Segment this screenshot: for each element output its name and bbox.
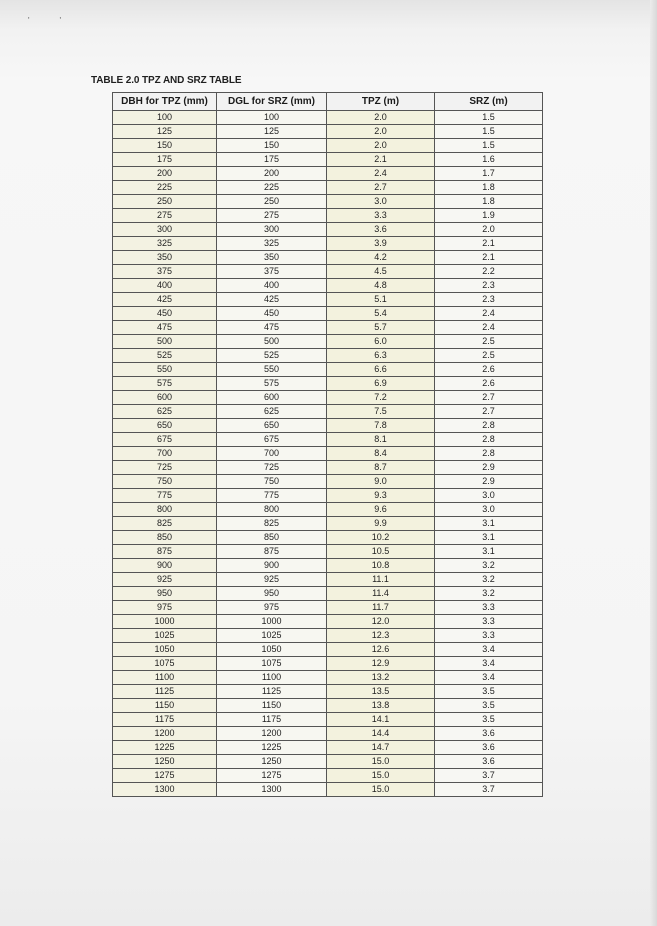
cell-dbh: 1050 — [113, 643, 217, 657]
cell-srz: 2.4 — [435, 321, 543, 335]
cell-dgl: 1050 — [217, 643, 327, 657]
table-row — [113, 293, 543, 307]
table-row — [113, 713, 543, 727]
table-row — [113, 209, 543, 223]
cell-dbh: 375 — [113, 265, 217, 279]
cell-dbh: 400 — [113, 279, 217, 293]
cell-srz: 3.3 — [435, 615, 543, 629]
cell-srz: 3.4 — [435, 643, 543, 657]
cell-tpz: 2.7 — [327, 181, 435, 195]
cell-dbh: 800 — [113, 503, 217, 517]
cell-tpz: 8.4 — [327, 447, 435, 461]
table-row — [113, 391, 543, 405]
cell-srz: 2.3 — [435, 279, 543, 293]
cell-dgl: 400 — [217, 279, 327, 293]
cell-dbh: 550 — [113, 363, 217, 377]
cell-tpz: 7.2 — [327, 391, 435, 405]
cell-dbh: 525 — [113, 349, 217, 363]
cell-dgl: 1225 — [217, 741, 327, 755]
cell-dgl: 500 — [217, 335, 327, 349]
cell-dbh: 1175 — [113, 713, 217, 727]
cell-dgl: 375 — [217, 265, 327, 279]
cell-dgl: 125 — [217, 125, 327, 139]
table-row — [113, 279, 543, 293]
cell-tpz: 10.8 — [327, 559, 435, 573]
cell-tpz: 4.2 — [327, 251, 435, 265]
cell-dbh: 675 — [113, 433, 217, 447]
cell-tpz: 8.7 — [327, 461, 435, 475]
cell-tpz: 13.2 — [327, 671, 435, 685]
cell-srz: 3.4 — [435, 671, 543, 685]
cell-dbh: 125 — [113, 125, 217, 139]
table-row — [113, 587, 543, 601]
cell-dbh: 875 — [113, 545, 217, 559]
cell-dgl: 1150 — [217, 699, 327, 713]
cell-dbh: 350 — [113, 251, 217, 265]
cell-dgl: 1000 — [217, 615, 327, 629]
table-row — [113, 419, 543, 433]
table-row — [113, 573, 543, 587]
cell-tpz: 7.8 — [327, 419, 435, 433]
cell-tpz: 14.4 — [327, 727, 435, 741]
table-row — [113, 195, 543, 209]
table-row — [113, 447, 543, 461]
cell-tpz: 6.9 — [327, 377, 435, 391]
cell-dbh: 650 — [113, 419, 217, 433]
cell-dbh: 975 — [113, 601, 217, 615]
cell-srz: 3.2 — [435, 573, 543, 587]
cell-dbh: 300 — [113, 223, 217, 237]
cell-dgl: 1075 — [217, 657, 327, 671]
cell-dgl: 175 — [217, 153, 327, 167]
cell-srz: 3.0 — [435, 503, 543, 517]
cell-dbh: 175 — [113, 153, 217, 167]
cell-srz: 2.7 — [435, 405, 543, 419]
cell-tpz: 5.1 — [327, 293, 435, 307]
cell-dgl: 150 — [217, 139, 327, 153]
cell-tpz: 10.2 — [327, 531, 435, 545]
cell-tpz: 4.8 — [327, 279, 435, 293]
cell-dbh: 600 — [113, 391, 217, 405]
table-row — [113, 405, 543, 419]
cell-srz: 2.0 — [435, 223, 543, 237]
cell-dbh: 325 — [113, 237, 217, 251]
cell-srz: 1.6 — [435, 153, 543, 167]
table-row — [113, 741, 543, 755]
table-row — [113, 657, 543, 671]
cell-dgl: 425 — [217, 293, 327, 307]
tpz-srz-table — [112, 92, 543, 797]
table-row — [113, 433, 543, 447]
table-row — [113, 265, 543, 279]
cell-dbh: 1025 — [113, 629, 217, 643]
cell-dgl: 225 — [217, 181, 327, 195]
cell-tpz: 9.9 — [327, 517, 435, 531]
cell-tpz: 6.0 — [327, 335, 435, 349]
table-row — [113, 139, 543, 153]
cell-dgl: 600 — [217, 391, 327, 405]
cell-dbh: 1000 — [113, 615, 217, 629]
cell-tpz: 4.5 — [327, 265, 435, 279]
header-mark: ' — [28, 16, 60, 25]
cell-dgl: 625 — [217, 405, 327, 419]
cell-dgl: 675 — [217, 433, 327, 447]
cell-tpz: 6.3 — [327, 349, 435, 363]
cell-dbh: 700 — [113, 447, 217, 461]
cell-dgl: 550 — [217, 363, 327, 377]
cell-srz: 3.1 — [435, 517, 543, 531]
cell-tpz: 7.5 — [327, 405, 435, 419]
cell-tpz: 14.7 — [327, 741, 435, 755]
cell-dbh: 275 — [113, 209, 217, 223]
cell-tpz: 2.0 — [327, 125, 435, 139]
cell-srz: 1.9 — [435, 209, 543, 223]
cell-srz: 3.6 — [435, 727, 543, 741]
cell-dgl: 1250 — [217, 755, 327, 769]
table-row — [113, 643, 543, 657]
header-marks — [28, 16, 91, 25]
cell-dbh: 1300 — [113, 783, 217, 797]
cell-srz: 3.2 — [435, 587, 543, 601]
cell-srz: 3.3 — [435, 629, 543, 643]
table-row — [113, 615, 543, 629]
cell-srz: 2.6 — [435, 377, 543, 391]
cell-dbh: 900 — [113, 559, 217, 573]
cell-srz: 3.5 — [435, 685, 543, 699]
cell-tpz: 12.9 — [327, 657, 435, 671]
cell-dbh: 625 — [113, 405, 217, 419]
cell-dgl: 275 — [217, 209, 327, 223]
cell-dbh: 1275 — [113, 769, 217, 783]
cell-dgl: 350 — [217, 251, 327, 265]
table-row — [113, 363, 543, 377]
cell-dbh: 450 — [113, 307, 217, 321]
cell-dbh: 100 — [113, 111, 217, 125]
cell-tpz: 11.1 — [327, 573, 435, 587]
table-row — [113, 251, 543, 265]
header-mark: ' — [59, 16, 92, 25]
cell-dbh: 725 — [113, 461, 217, 475]
cell-tpz: 12.3 — [327, 629, 435, 643]
cell-tpz: 6.6 — [327, 363, 435, 377]
cell-srz: 3.1 — [435, 545, 543, 559]
cell-dbh: 150 — [113, 139, 217, 153]
cell-srz: 2.4 — [435, 307, 543, 321]
cell-srz: 2.7 — [435, 391, 543, 405]
cell-dgl: 825 — [217, 517, 327, 531]
table-row — [113, 461, 543, 475]
cell-srz: 3.4 — [435, 657, 543, 671]
cell-dgl: 1200 — [217, 727, 327, 741]
cell-dbh: 575 — [113, 377, 217, 391]
cell-dbh: 200 — [113, 167, 217, 181]
cell-srz: 1.8 — [435, 181, 543, 195]
cell-dbh: 425 — [113, 293, 217, 307]
cell-dgl: 1125 — [217, 685, 327, 699]
cell-tpz: 15.0 — [327, 755, 435, 769]
cell-tpz: 2.4 — [327, 167, 435, 181]
cell-srz: 3.5 — [435, 713, 543, 727]
cell-tpz: 9.6 — [327, 503, 435, 517]
cell-dgl: 100 — [217, 111, 327, 125]
cell-dgl: 250 — [217, 195, 327, 209]
cell-tpz: 3.3 — [327, 209, 435, 223]
cell-srz: 2.9 — [435, 461, 543, 475]
cell-srz: 1.7 — [435, 167, 543, 181]
table-row — [113, 545, 543, 559]
cell-tpz: 9.3 — [327, 489, 435, 503]
cell-dgl: 700 — [217, 447, 327, 461]
cell-tpz: 9.0 — [327, 475, 435, 489]
cell-dgl: 1300 — [217, 783, 327, 797]
cell-dgl: 300 — [217, 223, 327, 237]
cell-tpz: 3.6 — [327, 223, 435, 237]
cell-srz: 2.8 — [435, 447, 543, 461]
cell-srz: 2.5 — [435, 335, 543, 349]
cell-dgl: 450 — [217, 307, 327, 321]
table-row — [113, 531, 543, 545]
table-row — [113, 755, 543, 769]
table-row — [113, 727, 543, 741]
table-row — [113, 671, 543, 685]
table-row — [113, 181, 543, 195]
cell-tpz: 3.9 — [327, 237, 435, 251]
cell-srz: 3.1 — [435, 531, 543, 545]
table-body — [113, 111, 543, 797]
table-row — [113, 349, 543, 363]
cell-tpz: 2.0 — [327, 139, 435, 153]
cell-dgl: 575 — [217, 377, 327, 391]
cell-srz: 3.3 — [435, 601, 543, 615]
cell-dgl: 1100 — [217, 671, 327, 685]
cell-srz: 3.6 — [435, 755, 543, 769]
cell-dbh: 475 — [113, 321, 217, 335]
table-row — [113, 153, 543, 167]
cell-tpz: 11.7 — [327, 601, 435, 615]
cell-srz: 3.5 — [435, 699, 543, 713]
table-row — [113, 489, 543, 503]
table-row — [113, 699, 543, 713]
table-row — [113, 475, 543, 489]
cell-dgl: 1025 — [217, 629, 327, 643]
cell-dgl: 950 — [217, 587, 327, 601]
column-header-srz: SRZ (m) — [435, 93, 543, 111]
cell-srz: 1.5 — [435, 139, 543, 153]
column-header-dbh: DBH for TPZ (mm) — [113, 93, 217, 111]
table-row — [113, 377, 543, 391]
cell-srz: 3.0 — [435, 489, 543, 503]
cell-srz: 2.8 — [435, 433, 543, 447]
cell-srz: 2.2 — [435, 265, 543, 279]
table-row — [113, 629, 543, 643]
cell-tpz: 13.8 — [327, 699, 435, 713]
cell-srz: 2.5 — [435, 349, 543, 363]
cell-dbh: 1200 — [113, 727, 217, 741]
cell-dgl: 925 — [217, 573, 327, 587]
cell-tpz: 3.0 — [327, 195, 435, 209]
cell-dbh: 925 — [113, 573, 217, 587]
table-row — [113, 237, 543, 251]
cell-dgl: 650 — [217, 419, 327, 433]
table-row — [113, 167, 543, 181]
table-row — [113, 125, 543, 139]
column-header-tpz: TPZ (m) — [327, 93, 435, 111]
cell-dbh: 1125 — [113, 685, 217, 699]
table-row — [113, 685, 543, 699]
cell-srz: 1.5 — [435, 125, 543, 139]
cell-tpz: 15.0 — [327, 783, 435, 797]
table-row — [113, 783, 543, 797]
table-row — [113, 223, 543, 237]
cell-dbh: 1250 — [113, 755, 217, 769]
cell-dgl: 525 — [217, 349, 327, 363]
cell-tpz: 2.0 — [327, 111, 435, 125]
cell-dbh: 500 — [113, 335, 217, 349]
table-header-row — [113, 93, 543, 111]
cell-dgl: 975 — [217, 601, 327, 615]
page-edge-shadow — [650, 0, 657, 926]
cell-dgl: 725 — [217, 461, 327, 475]
cell-srz: 1.5 — [435, 111, 543, 125]
cell-srz: 1.8 — [435, 195, 543, 209]
cell-dgl: 775 — [217, 489, 327, 503]
cell-dgl: 850 — [217, 531, 327, 545]
table-row — [113, 111, 543, 125]
table-row — [113, 601, 543, 615]
cell-srz: 2.8 — [435, 419, 543, 433]
cell-tpz: 12.6 — [327, 643, 435, 657]
table-row — [113, 335, 543, 349]
cell-dbh: 1150 — [113, 699, 217, 713]
cell-srz: 3.7 — [435, 769, 543, 783]
cell-dgl: 475 — [217, 321, 327, 335]
cell-dgl: 325 — [217, 237, 327, 251]
table-title: TABLE 2.0 TPZ AND SRZ TABLE — [91, 75, 242, 86]
cell-tpz: 11.4 — [327, 587, 435, 601]
cell-srz: 2.1 — [435, 251, 543, 265]
cell-dgl: 900 — [217, 559, 327, 573]
cell-srz: 2.1 — [435, 237, 543, 251]
table-row — [113, 503, 543, 517]
cell-tpz: 5.4 — [327, 307, 435, 321]
cell-tpz: 13.5 — [327, 685, 435, 699]
cell-dbh: 1075 — [113, 657, 217, 671]
cell-srz: 3.2 — [435, 559, 543, 573]
cell-tpz: 5.7 — [327, 321, 435, 335]
cell-dbh: 825 — [113, 517, 217, 531]
cell-tpz: 10.5 — [327, 545, 435, 559]
cell-dbh: 750 — [113, 475, 217, 489]
cell-dgl: 750 — [217, 475, 327, 489]
cell-dgl: 1175 — [217, 713, 327, 727]
cell-dgl: 200 — [217, 167, 327, 181]
cell-srz: 2.6 — [435, 363, 543, 377]
cell-tpz: 2.1 — [327, 153, 435, 167]
cell-dbh: 1225 — [113, 741, 217, 755]
cell-tpz: 14.1 — [327, 713, 435, 727]
table-row — [113, 321, 543, 335]
table-row — [113, 517, 543, 531]
cell-tpz: 12.0 — [327, 615, 435, 629]
table-row — [113, 559, 543, 573]
cell-dbh: 775 — [113, 489, 217, 503]
cell-dbh: 1100 — [113, 671, 217, 685]
cell-dgl: 1275 — [217, 769, 327, 783]
cell-srz: 2.3 — [435, 293, 543, 307]
cell-tpz: 15.0 — [327, 769, 435, 783]
cell-dgl: 875 — [217, 545, 327, 559]
cell-srz: 3.6 — [435, 741, 543, 755]
column-header-dgl: DGL for SRZ (mm) — [217, 93, 327, 111]
cell-dbh: 250 — [113, 195, 217, 209]
table-row — [113, 307, 543, 321]
cell-dbh: 225 — [113, 181, 217, 195]
cell-dgl: 800 — [217, 503, 327, 517]
cell-srz: 3.7 — [435, 783, 543, 797]
table-row — [113, 769, 543, 783]
cell-dbh: 850 — [113, 531, 217, 545]
cell-dbh: 950 — [113, 587, 217, 601]
cell-srz: 2.9 — [435, 475, 543, 489]
cell-tpz: 8.1 — [327, 433, 435, 447]
